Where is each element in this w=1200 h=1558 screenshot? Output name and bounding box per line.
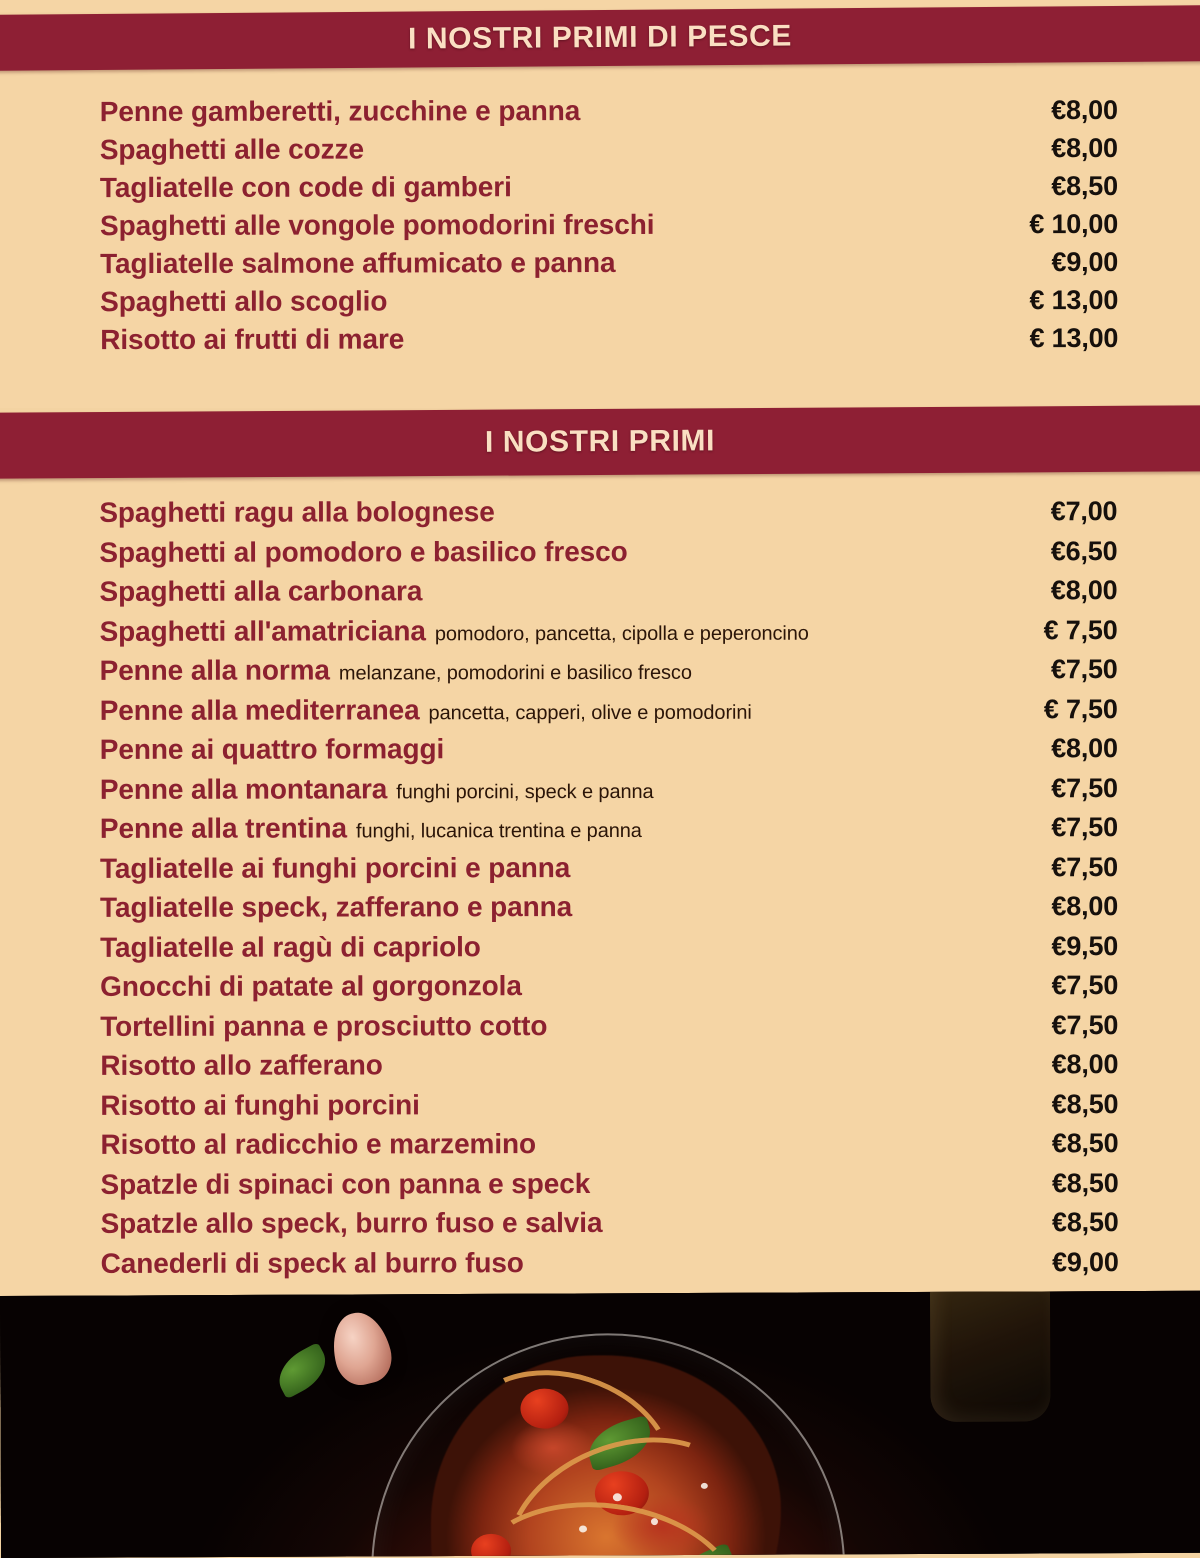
menu-item-row (100, 772, 1118, 813)
section-header-fish (0, 5, 1200, 71)
menu-item-price: €6,50 (1050, 535, 1118, 566)
menu-item-row (100, 246, 1118, 286)
menu-item-description: melanzane, pomodorini e basilico fresco (338, 661, 692, 685)
menu-item-row (101, 1206, 1119, 1247)
menu-item-left (99, 535, 627, 568)
menu-item-name: Tagliatelle ai funghi porcini e panna (99, 851, 571, 884)
menu-item-price: € 13,00 (1029, 322, 1119, 354)
menu-item-price: €7,50 (1051, 1009, 1119, 1040)
menu-item-price: €8,00 (1050, 575, 1118, 606)
menu-item-left (100, 134, 364, 167)
menu-item-name: Spatzle di spinaci con panna e speck (100, 1167, 591, 1200)
menu-item-name: Risotto allo zafferano (100, 1049, 383, 1081)
menu-item-left (100, 1010, 547, 1043)
menu-item-price: €7,50 (1051, 851, 1118, 882)
menu-item-price: €7,50 (1051, 970, 1119, 1001)
menu-item-name: Spaghetti allo scoglio (100, 285, 388, 318)
menu-item-price: €8,00 (1051, 1049, 1119, 1080)
menu-item-name: Risotto al radicchio e marzemino (100, 1128, 537, 1160)
menu-item-price: €9,00 (1051, 246, 1119, 278)
oil-bottle (930, 1291, 1051, 1422)
menu-item-price: €8,50 (1051, 1207, 1119, 1238)
menu-item-row (100, 851, 1118, 892)
menu-item-row (100, 322, 1118, 362)
menu-item-description: pomodoro, pancetta, cipolla e peperoncino (434, 622, 809, 645)
menu-item-name: Penne gamberetti, zucchine e panna (99, 95, 581, 128)
menu-item-price: € 10,00 (1029, 208, 1119, 240)
menu-item-left (100, 970, 522, 1003)
menu-item-left (100, 209, 654, 242)
menu-item-price: €8,50 (1051, 1128, 1119, 1159)
menu-item-row (99, 535, 1117, 576)
menu-item-price: €9,50 (1051, 930, 1119, 961)
menu-item-price: €8,00 (1051, 132, 1118, 164)
menu-item-row (100, 732, 1118, 773)
menu-item-row (100, 653, 1118, 694)
menu-item-left (100, 95, 581, 128)
menu-item-row (100, 1048, 1118, 1089)
menu-item-left (100, 1128, 536, 1161)
menu-item-name: Penne alla trentina (99, 812, 347, 844)
menu-list-primi (99, 495, 1118, 1287)
menu-item-name: Spaghetti alle cozze (99, 133, 364, 166)
menu-item-left (100, 614, 809, 647)
menu-item-row (100, 614, 1118, 655)
menu-item-left (100, 1089, 420, 1122)
menu-item-row (100, 1088, 1118, 1129)
menu-item-price: €8,50 (1051, 1088, 1119, 1119)
menu-item-price: €7,50 (1051, 772, 1118, 803)
basil-leaf-left (270, 1342, 335, 1399)
menu-item-left (100, 693, 752, 726)
menu-item-name: Tagliatelle al ragù di capriolo (100, 930, 481, 963)
menu-item-description: funghi, lucanica trentina e panna (355, 819, 642, 843)
menu-item-row (100, 1009, 1118, 1050)
menu-item-row (100, 94, 1118, 134)
menu-item-name: Tagliatelle salmone affumicato e panna (100, 246, 616, 280)
menu-item-left (100, 852, 570, 885)
menu-item-left (100, 323, 404, 356)
menu-item-price: €7,50 (1051, 654, 1118, 685)
section-header-primi (0, 405, 1200, 479)
menu-item-left (100, 654, 692, 687)
menu-item-left (100, 812, 642, 845)
menu-item-left (99, 575, 422, 608)
menu-item-name: Spaghetti alle vongole pomodorini freschi (99, 208, 655, 242)
menu-item-left (100, 1168, 590, 1201)
menu-item-row (101, 1246, 1119, 1287)
menu-item-price: €8,50 (1051, 1167, 1119, 1198)
menu-item-row (100, 208, 1118, 248)
menu-item-name: Risotto ai frutti di mare (100, 323, 405, 356)
menu-item-left (100, 247, 615, 280)
menu-item-left (100, 772, 654, 805)
menu-item-name: Tortellini panna e prosciutto cotto (100, 1009, 548, 1042)
menu-item-price: €7,00 (1050, 496, 1118, 527)
menu-item-row (100, 170, 1118, 210)
menu-item-left (101, 1247, 524, 1280)
menu-item-row (100, 1127, 1118, 1168)
menu-item-name: Penne alla montanara (99, 772, 388, 805)
menu-item-row (99, 574, 1117, 615)
menu-item-price: €8,50 (1051, 170, 1118, 202)
menu-item-left (100, 1049, 383, 1081)
menu-item-name: Canederli di speck al burro fuso (100, 1246, 524, 1279)
menu-item-left (99, 496, 494, 529)
menu-item-left (100, 733, 444, 766)
menu-item-name: Penne ai quattro formaggi (99, 733, 445, 765)
menu-item-name: Risotto ai funghi porcini (100, 1088, 420, 1121)
menu-item-name: Spaghetti ragu alla bolognese (99, 496, 495, 528)
menu-item-row (100, 132, 1118, 172)
menu-item-price: €9,00 (1052, 1246, 1119, 1277)
menu-item-name: Penne alla mediterranea (99, 693, 420, 726)
menu-item-price: €8,00 (1051, 94, 1118, 126)
menu-item-name: Tagliatelle con code di gamberi (99, 171, 512, 204)
garlic-clove (325, 1307, 397, 1391)
menu-item-name: Spaghetti al pomodoro e basilico fresco (99, 535, 628, 568)
menu-list-fish (100, 94, 1119, 362)
menu-item-row (100, 811, 1118, 852)
menu-item-name: Spatzle allo speck, burro fuso e salvia (100, 1207, 603, 1239)
menu-item-price: €8,00 (1051, 733, 1118, 764)
menu-item-row (100, 969, 1118, 1010)
menu-item-row (100, 1167, 1118, 1208)
menu-item-price: €7,50 (1051, 812, 1118, 843)
section-title-fish: I NOSTRI PRIMI DI PESCE (407, 19, 793, 56)
menu-item-name: Spaghetti all'amatriciana (99, 614, 426, 647)
menu-item-name: Gnocchi di patate al gorgonzola (100, 970, 522, 1002)
menu-item-row (100, 930, 1118, 971)
menu-item-name: Tagliatelle speck, zafferano e panna (100, 891, 573, 923)
menu-item-name: Spaghetti alla carbonara (99, 575, 423, 607)
menu-item-price: €8,00 (1051, 891, 1119, 922)
menu-item-description: pancetta, capperi, olive e pomodorini (428, 701, 752, 724)
menu-item-left (101, 1207, 603, 1240)
menu-item-left (100, 891, 572, 924)
menu-item-row (100, 284, 1118, 324)
menu-item-left (100, 171, 512, 204)
menu-item-left (100, 285, 387, 318)
spaghetti-dish-photo (0, 1291, 1200, 1558)
menu-item-row (100, 890, 1118, 931)
menu-item-row (100, 693, 1118, 734)
menu-item-name: Penne alla norma (99, 654, 330, 686)
menu-item-price: € 7,50 (1043, 693, 1118, 724)
section-title-primi: I NOSTRI PRIMI (484, 424, 716, 459)
menu-item-price: € 7,50 (1043, 614, 1118, 645)
menu-item-description: funghi porcini, speck e panna (396, 780, 654, 803)
menu-item-row (99, 495, 1117, 536)
menu-item-price: € 13,00 (1029, 284, 1119, 316)
menu-item-left (100, 931, 481, 964)
